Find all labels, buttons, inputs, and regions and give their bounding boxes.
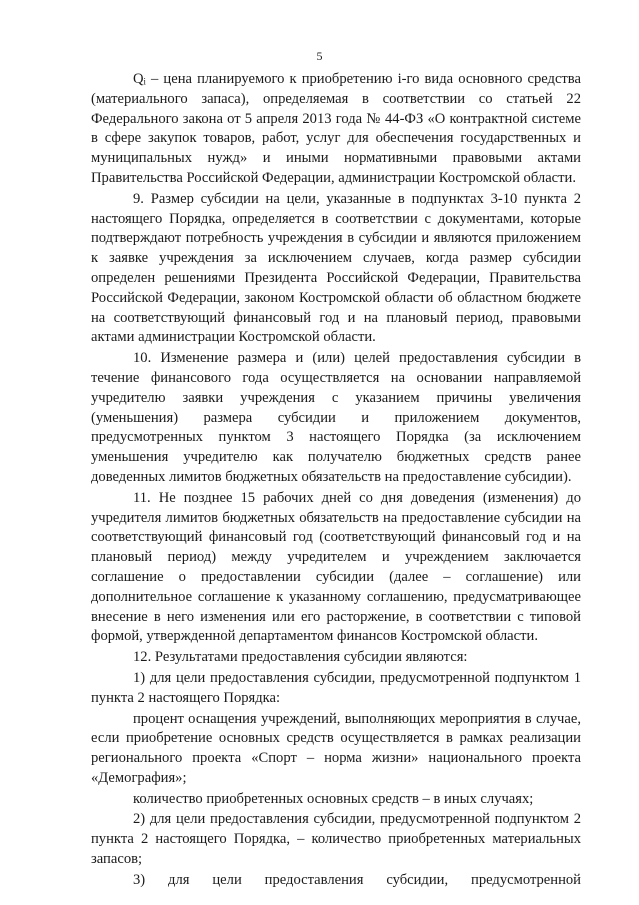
- paragraph-12-item-3: 3) для цели предоставления субсидии, предусмотренной: [133, 871, 581, 888]
- page-number: 5: [316, 49, 323, 63]
- paragraph-12-item-1: 1) для цели предоставления субсидии, предусмотренной подпунктом 1 пункта 2 настоящего Порядка:: [91, 669, 581, 706]
- paragraph-12-item-1-b: количество приобретенных основных средств – в иных случаях;: [133, 790, 534, 807]
- paragraph-11: 11. Не позднее 15 рабочих дней со дня доведения (изменения) до учредителя лимитов бюджетных обязательств на предоставление субсидии на соответствующий финансовый год (соответствующий финансовый год и на плановый период) между учредителем и учреждением заключается соглашение о предоставлении субсидии (далее – соглашение) или дополнительное соглашение к указанному соглашению, предусматривающее внесение в него изменения или его расторжение, в соответствии с типовой формой, утвержденной департаментом финансов Костромской области.: [91, 489, 581, 645]
- paragraph-12: 12. Результатами предоставления субсидии являются:: [133, 649, 468, 666]
- document-body: [91, 70, 581, 892]
- paragraph-9: 9. Размер субсидии на цели, указанные в подпунктах 3-10 пункта 2 настоящего Порядка, определяется в соответствии с документами, которые подтверждают потребность учреждения в субсидии и являются приложением к заявке учреждения за исключением случаев, когда размер субсидии определен решениями Президента Российской Федерации, Правительства Российской Федерации, законом Костромской области об областном бюджете на соответствующий финансовый год и на плановый период, правовыми актами администрации Костромской области.: [91, 190, 581, 346]
- paragraph-12-item-1-a: процент оснащения учреждений, выполняющих мероприятия в случае, если приобретение основных средств осуществляется в рамках реализации регионального проекта «Спорт – норма жизни» национального проекта «Демография»;: [91, 710, 581, 786]
- paragraph-10: 10. Изменение размера и (или) целей предоставления субсидии в течение финансового года осуществляется на основании направляемой учредителю заявки учреждения с указанием причины увеличения (уменьшения) размера субсидии и приложением документов, предусмотренных пунктом 3 настоящего Порядка (за исключением уменьшения учредителю как получателю бюджетных средств ранее доведенных лимитов бюджетных обязательств на предоставление субсидии).: [91, 350, 581, 485]
- paragraph-qi-definition: Qᵢ – цена планируемого к приобретению i-го вида основного средства (материального запаса), определяемая в соответствии со статьей 22 Федерального закона от 5 апреля 2013 года № 44-ФЗ «О контрактной системе в сфере закупок товаров, работ, услуг для обеспечения государственных и муниципальных нужд» и иными нормативными правовыми актами Правительства Российской Федерации, администрации Костромской области.: [91, 71, 581, 186]
- paragraph-12-item-2: 2) для цели предоставления субсидии, предусмотренной подпунктом 2 пункта 2 настоящего Порядка, – количество приобретенных материальных запасов;: [91, 811, 581, 868]
